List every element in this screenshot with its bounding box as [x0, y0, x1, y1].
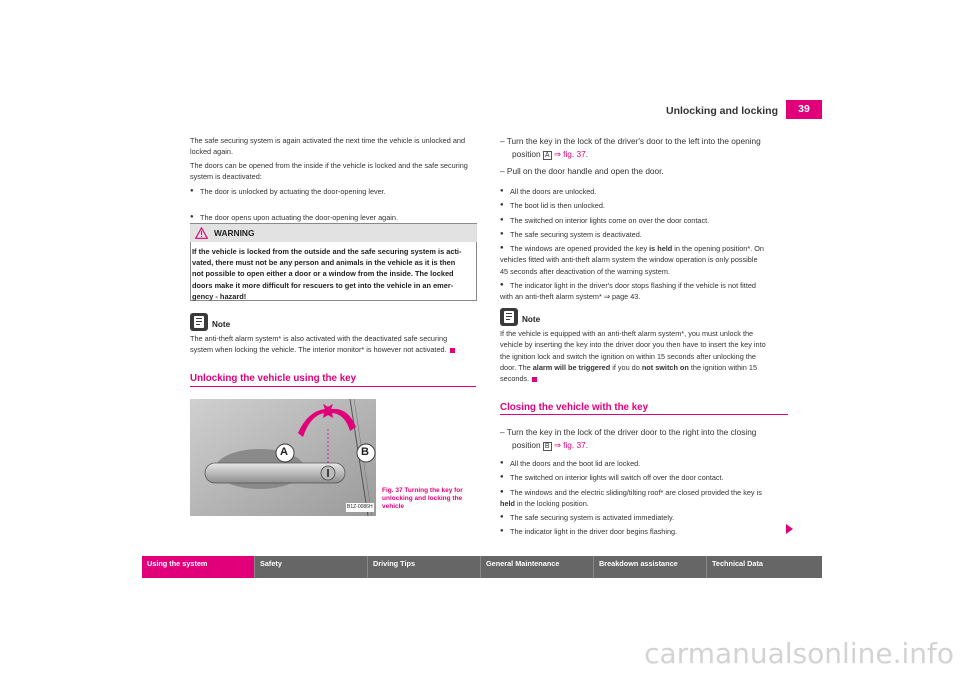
nav-tab-safety[interactable]: Safety [254, 556, 367, 578]
section-title: Unlocking the vehicle using the key [190, 373, 357, 384]
warning-triangle-icon [195, 227, 208, 239]
nav-tab-technical-data[interactable]: Technical Data [706, 556, 822, 578]
page-number: 39 [786, 100, 822, 119]
instruction-step: – Turn the key in the lock of the driver's door to the left into the opening position A ⇒ fig. 37. [500, 136, 761, 159]
figure-door-handle [190, 399, 376, 516]
end-marker [532, 377, 537, 382]
result-list [500, 458, 795, 538]
instruction-step: – Turn the key in the lock of the driver door to the right into the closing position B ⇒ fig. 37. [500, 427, 757, 450]
position-tag: A [544, 152, 550, 159]
list-item: ● The safe securing system is deactivated. [500, 229, 790, 240]
result-list [500, 186, 790, 303]
list-item: ● The switched on interior lights will switch off over the door contact. [500, 472, 795, 483]
figure-label-b: B [361, 446, 369, 458]
figure-link[interactable]: ⇒ fig. 37 [553, 149, 586, 159]
section-rule [500, 414, 788, 415]
nav-tab-driving-tips[interactable]: Driving Tips [367, 556, 480, 578]
section-rule [190, 386, 476, 387]
nav-tab-general-maintenance[interactable]: General Maintenance [480, 556, 593, 578]
note-text: If the vehicle is equipped with an anti-theft alarm system*, you must unlock the vehicle by inserting the key into the driver door you then have to insert the key into the ignition lock and switch the ignition on within 15 seconds after unlocking the door. The alarm will be triggered if you do not switch on the ignition within 15 seconds. [500, 329, 766, 384]
note-icon [190, 313, 208, 331]
page-header-title: Unlocking and locking [665, 105, 778, 117]
watermark: carmanualsonline.info [644, 637, 954, 670]
note-label: Note [212, 320, 231, 329]
list-item: ● The boot lid is then unlocked. [500, 200, 790, 211]
list-item: ● The door is unlocked by actuating the door-opening lever. [190, 186, 476, 197]
nav-tab-breakdown-assistance[interactable]: Breakdown assistance [593, 556, 706, 578]
list-item: ● ● The windows and the electric sliding/tilting roof* are closed provided the key is held in the locking position. [500, 487, 795, 510]
list-item: ● The switched on interior lights come on over the door contact. [500, 215, 790, 226]
note-label: Note [522, 315, 541, 324]
position-tag: B [544, 443, 550, 450]
list-item: ● ● The windows are opened provided the key is held in the opening position*. On vehicles fitted with anti-theft alarm system the window operation is only possible 45 seconds after deactivation of the warning system. [500, 243, 790, 277]
figure-link[interactable]: ⇒ fig. 37 [553, 440, 586, 450]
nav-tab-using-the-system[interactable]: Using the system [142, 556, 254, 578]
list-item: ● The safe securing system is activated immediately. [500, 512, 795, 523]
section-title: Closing the vehicle with the key [500, 402, 649, 413]
figure-label-a: A [280, 446, 288, 458]
instruction-step: – Pull on the door handle and open the door. [500, 166, 664, 176]
note-icon [500, 308, 518, 326]
warning-label: WARNING [214, 228, 255, 238]
warning-text: If the vehicle is locked from the outside and the safe securing system is acti- vated, there must not be any person and animals in the vehicle as it is then not possible to open either a door or a window from the inside. The locked doors make it more difficult for rescuers to get into the vehicle in an emer- gency - hazard! [192, 247, 462, 301]
list-item: ● The indicator light in the driver door begins flashing. [500, 526, 795, 537]
figure-code: B1Z-0086H [347, 504, 373, 510]
list-item: ● ● The indicator light in the driver's door stops flashing if the vehicle is not fitted with an anti-theft alarm system* ⇒ page 43. [500, 280, 790, 303]
note-text: The anti-theft alarm system* is also activated with the deactivated safe securing system when locking the vehicle. The interior monitor* is however not activated. [190, 333, 480, 356]
paragraph: The doors can be opened from the inside if the vehicle is locked and the safe securing system is deactivated: [190, 161, 468, 182]
list-item: ● All the doors and the boot lid are locked. [500, 458, 795, 469]
list-item: ● The door opens upon actuating the door-opening lever again. [190, 212, 476, 223]
paragraph: The safe securing system is again activated the next time the vehicle is unlocked and locked again. [190, 136, 465, 157]
end-marker [450, 348, 455, 353]
list-item: ● All the doors are unlocked. [500, 186, 790, 197]
figure-caption: Fig. 37 Turning the key for unlocking and locking the vehicle [382, 487, 463, 511]
next-page-arrow-icon[interactable] [786, 524, 793, 534]
